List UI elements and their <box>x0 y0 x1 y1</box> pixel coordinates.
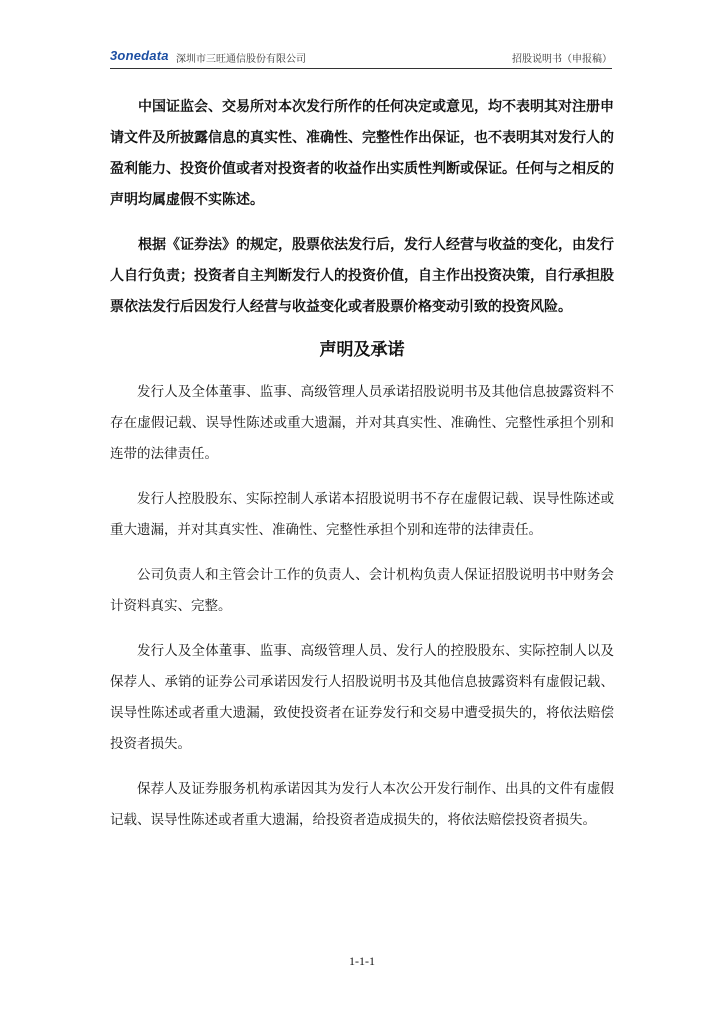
intro-paragraph: 根据《证券法》的规定，股票依法发行后，发行人经营与收益的变化，由发行人自行负责；投资者自主判断发行人的投资价值，自主作出投资决策，自行承担股票依法发行后因发行人经营与收益变化或者股票价格变动引致的投资风险。 <box>110 237 614 315</box>
statement-paragraph: 保荐人及证券服务机构承诺因其为发行人本次公开发行制作、出具的文件有虚假记载、误导性陈述或者重大遗漏，给投资者造成损失的，将依法赔偿投资者损失。 <box>110 781 614 828</box>
page-header <box>110 46 612 69</box>
company-name: 深圳市三旺通信股份有限公司 <box>176 54 306 65</box>
section-title: 声明及承诺 <box>319 340 405 360</box>
page-number: 1-1-1 <box>349 954 375 968</box>
document-title: 招股说明书（申报稿） <box>512 54 612 65</box>
statement-paragraph: 发行人及全体董事、监事、高级管理人员、发行人的控股股东、实际控制人以及保荐人、承销的证券公司承诺因发行人招股说明书及其他信息披露资料有虚假记载、误导性陈述或者重大遗漏，致使投资者在证券发行和交易中遭受损失的，将依法赔偿投资者损失。 <box>110 643 614 752</box>
statement-paragraph: 发行人控股股东、实际控制人承诺本招股说明书不存在虚假记载、误导性陈述或重大遗漏，并对其真实性、准确性、完整性承担个别和连带的法律责任。 <box>110 491 614 538</box>
company-logo: 3onedata <box>110 48 169 63</box>
statement-paragraph: 公司负责人和主管会计工作的负责人、会计机构负责人保证招股说明书中财务会计资料真实、完整。 <box>110 567 614 614</box>
intro-paragraph: 中国证监会、交易所对本次发行所作的任何决定或意见，均不表明其对注册申请文件及所披露信息的真实性、准确性、完整性作出保证，也不表明其对发行人的盈利能力、投资价值或者对投资者的收益作出实质性判断或保证。任何与之相反的声明均属虚假不实陈述。 <box>110 99 614 208</box>
statement-paragraph: 发行人及全体董事、监事、高级管理人员承诺招股说明书及其他信息披露资料不存在虚假记载、误导性陈述或重大遗漏，并对其真实性、准确性、完整性承担个别和连带的法律责任。 <box>110 384 614 462</box>
page-body <box>110 92 614 850</box>
